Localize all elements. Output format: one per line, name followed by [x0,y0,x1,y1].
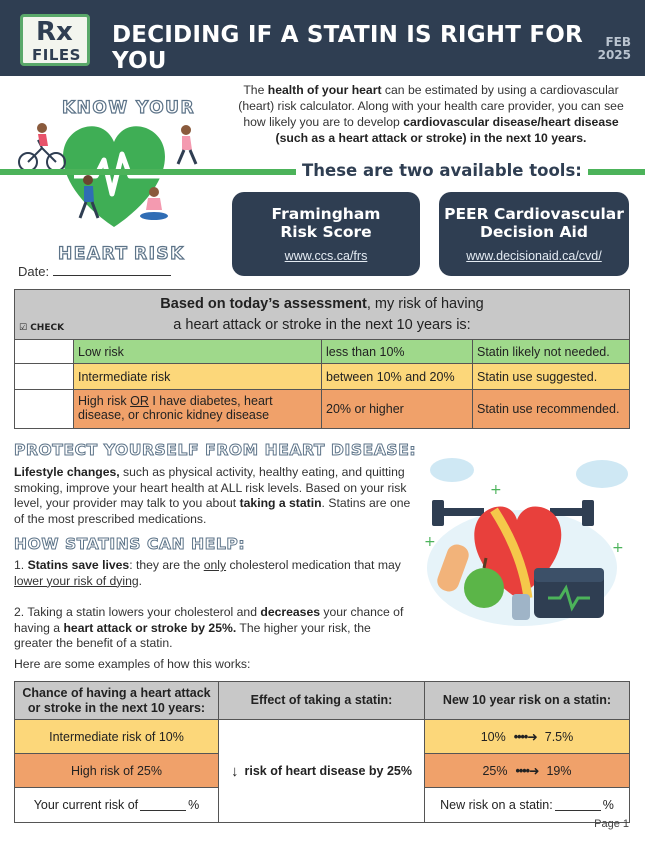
examples-body [15,720,629,822]
hero-text-know-your: KNOW YOUR [62,98,196,118]
examples-intro: Here are some examples of how this works: [14,657,251,671]
checkbox-high[interactable] [15,390,74,428]
statins-point-1 [14,558,412,589]
point-emphasis: heart attack or stroke by 25%. [63,620,237,635]
tool-title-line: Decision Aid [480,223,588,241]
header-cell-new-risk: New 10 year risk on a statin: [442,693,612,707]
check-label: ☑ CHECK [19,323,65,333]
risk-advice: Statin use suggested. [473,364,629,389]
point-underline: only [203,558,227,572]
examples-col-new-risk [425,720,629,822]
risk-label: Low risk [74,340,322,363]
table-row-low [15,340,629,364]
new-risk-blank[interactable] [555,800,601,811]
example-text: % [602,798,614,812]
date-year: 2025 [597,48,631,62]
example-cell: High risk of 25% [15,754,218,788]
table-row-high [15,390,629,428]
example-cell-current-risk[interactable] [15,788,218,822]
point-emphasis: Statins save lives [27,558,130,572]
examples-col-effect [219,720,425,822]
statins-point-2 [14,605,412,652]
assessment-header [15,290,629,340]
date-label: Date: [18,264,50,279]
example-text: % [188,798,200,812]
examples-col-chance [15,720,219,822]
risk-label: Intermediate risk [74,364,322,389]
tool-link-peer[interactable]: www.decisionaid.ca/cvd/ [466,249,602,263]
heart-dumbbell-icon [412,448,638,638]
risk-range: between 10% and 20% [322,364,473,389]
point-underline: lower your risk of dying [14,573,139,588]
svg-text:+: + [612,540,624,556]
date-month: FEB [605,35,631,49]
rxfiles-logo [14,8,94,68]
risk-range: less than 10% [322,340,473,363]
tool-title [439,205,629,241]
header-cell-chance: Chance of having a heart attack or stroke in the next 10 years: [15,682,219,719]
point-text: The higher your risk, the greater the benefit of a statin. [14,620,371,650]
tool-title-line: PEER Cardiovascular [444,205,624,223]
example-cell [425,754,629,788]
risk-advice: Statin use recommended. [473,390,629,428]
dotted-arrow-icon: ••••➜ [513,730,537,744]
example-from: 25% [482,763,508,778]
protect-text: such as physical activity, healthy eating, and quitting smoking, improve your heart health at ALL risk levels. Based on your risk level, your provider may talk to you about [14,465,407,510]
point-emphasis: decreases [260,605,321,619]
hero-text-risk: RISK [134,244,185,264]
point-number: 1. [14,558,28,572]
header-cell-effect: Effect of taking a statin: [219,682,425,719]
tool-card-framingham[interactable] [232,192,420,276]
example-to: 7.5% [544,729,574,744]
example-cell [425,720,629,754]
assessment-header-rest: , my risk of having [366,296,484,312]
point-text: : they are the [129,558,204,572]
publication-date [598,36,631,62]
protect-emphasis: taking a statin [239,496,322,510]
point-text: your chance of having a [14,605,404,635]
logo-rx: Rx [36,17,73,47]
example-cell: Intermediate risk of 10% [15,720,218,754]
table-row-intermediate [15,364,629,390]
examples-header-row [15,682,629,720]
intro-emphasis: health of your heart [267,83,382,97]
protect-emphasis: Lifestyle changes, [14,465,120,479]
date-field[interactable] [18,264,171,279]
risk-advice: Statin likely not needed. [473,340,629,363]
checkbox-intermediate[interactable] [15,364,74,389]
protect-text: . Statins are one of the most prescribed medications. [14,496,411,526]
logo-files: FILES [32,46,81,64]
point-text: . [138,573,143,588]
hero-text-heart: HEART [58,244,129,264]
checkbox-low[interactable] [15,340,74,363]
page-title: DECIDING IF A STATIN IS RIGHT FOR YOU [112,22,583,74]
tool-link-framingham[interactable]: www.ccs.ca/frs [284,249,368,263]
header-banner [0,0,645,76]
protect-heading: PROTECT YOURSELF FROM HEART DISEASE: [14,441,417,459]
svg-text:+: + [424,534,436,550]
effect-text: risk of heart disease by 25% [244,764,412,778]
risk-assessment-table [14,289,630,429]
protect-paragraph [14,465,412,527]
risk-label [74,390,322,428]
tools-heading: These are two available tools: [296,161,588,180]
intro-emphasis: cardiovascular disease/heart disease (such as a heart attack or stroke) in the next 10 years. [275,115,619,145]
assessment-header-line1 [15,296,629,312]
current-risk-blank[interactable] [140,800,186,811]
example-to: 19% [546,763,572,778]
assessment-header-bold: Based on today’s assessment [160,296,367,312]
tool-title-line: Framingham [271,205,381,223]
risk-label-text: High risk [78,394,131,408]
example-from: 10% [480,729,506,744]
example-cell-new-risk[interactable] [425,788,629,822]
know-your-heart-risk-illustration [14,92,214,262]
risk-label-or: OR [130,394,149,408]
risk-range: 20% or higher [322,390,473,428]
svg-text:+: + [490,482,502,498]
tool-title [232,205,420,241]
statin-examples-table [14,681,630,823]
down-arrow-icon: ↓ [231,762,239,780]
divider-line [0,169,296,175]
tool-title-line: Risk Score [280,223,372,241]
page-number: Page 1 [594,818,629,830]
point-text: cholesterol medication that may [226,558,401,572]
intro-paragraph [226,82,636,146]
point-text: 2. Taking a statin lowers your cholesterol and [14,605,261,619]
example-text: New risk on a statin: [440,798,553,812]
date-blank[interactable] [53,264,171,276]
example-text: Your current risk of [33,798,139,812]
dotted-arrow-icon: ••••➜ [515,764,539,778]
assessment-header-line2: a heart attack or stroke in the next 10 years is: [173,317,471,333]
intro-text: can be estimated by using a cardiovascular (heart) risk calculator. Along with your health care provider, you can see how likely you are to develop [238,83,624,129]
risk-label-text: I have diabetes, heart disease, or chronic kidney disease [78,394,273,422]
heart-fitness-illustration [412,448,638,638]
tool-card-peer[interactable] [439,192,629,276]
how-statins-heading: HOW STATINS CAN HELP: [14,535,246,553]
intro-text: The [243,83,268,97]
